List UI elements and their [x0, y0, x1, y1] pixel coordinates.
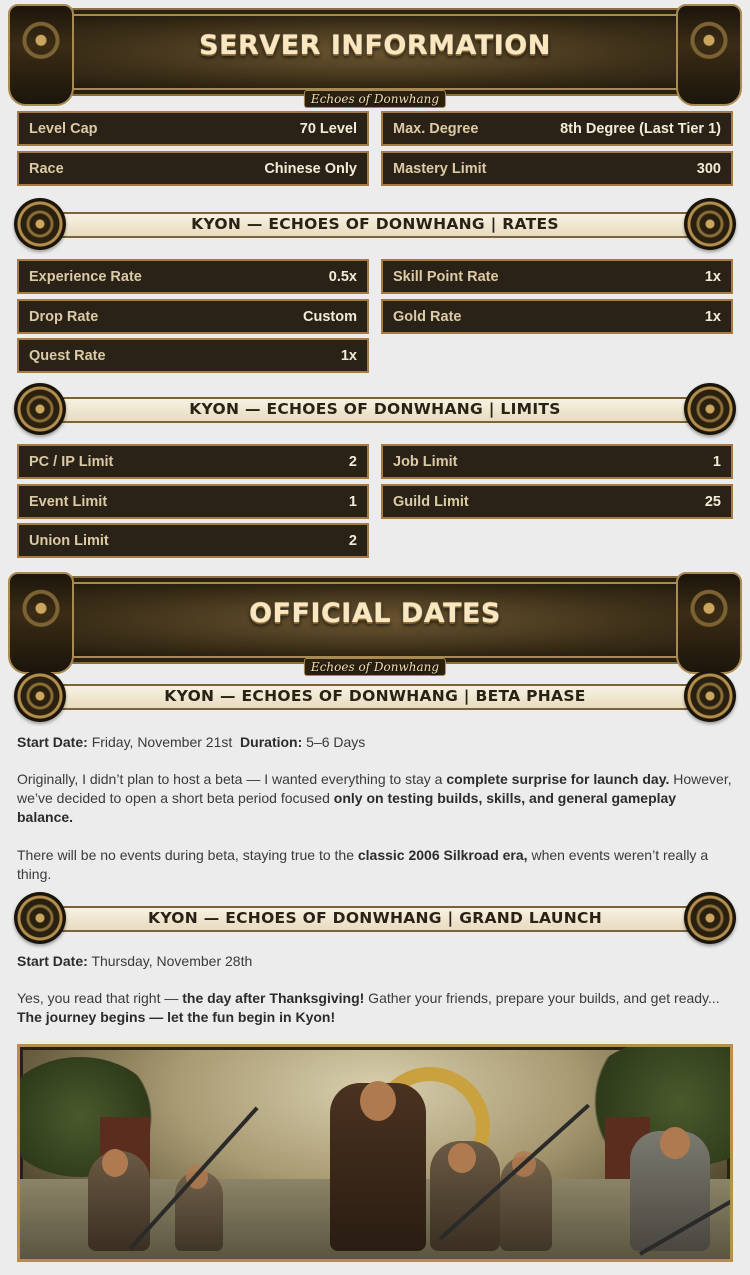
- stat-job-limit: [381, 444, 733, 479]
- stat-label: Event Limit: [29, 493, 108, 510]
- beta-paragraph-1: [17, 770, 733, 827]
- stat-label: Race: [29, 160, 64, 177]
- beta-paragraph-2: [17, 846, 733, 884]
- warrior-head: [102, 1149, 128, 1177]
- text-run: Yes, you read that right —: [17, 990, 183, 1006]
- banner-title: SERVER INFORMATION: [199, 30, 551, 61]
- text-run: However, we’ve decided to open a short beta period focused: [17, 771, 732, 806]
- warrior-head: [448, 1143, 476, 1173]
- stat-skill-point-rate: [381, 259, 733, 294]
- stat-value: Chinese Only: [264, 160, 357, 177]
- text-run: when events weren’t really a thing.: [17, 847, 709, 882]
- stat-experience-rate: [17, 259, 369, 294]
- stat-drop-rate: [17, 299, 369, 334]
- stat-guild-limit: [381, 484, 733, 519]
- warrior-head: [660, 1127, 690, 1159]
- stat-value: 2: [348, 453, 357, 470]
- start-date-value: Friday, November 21st: [91, 734, 233, 750]
- echoes-logo: Echoes of Donwhang: [304, 90, 446, 108]
- stat-label: Mastery Limit: [393, 160, 487, 177]
- section-title: KYON — ECHOES OF DONWHANG | BETA PHASE: [164, 687, 586, 705]
- section-title: KYON — ECHOES OF DONWHANG | GRAND LAUNCH: [148, 909, 602, 927]
- launch-paragraph: [17, 989, 733, 1027]
- stat-value: 1x: [704, 268, 721, 285]
- stat-gold-rate: [381, 299, 733, 334]
- stat-value: 1: [348, 493, 357, 510]
- stat-label: Union Limit: [29, 532, 109, 549]
- stat-union-limit: [17, 523, 369, 558]
- stat-value: 1x: [704, 308, 721, 325]
- stat-label: Drop Rate: [29, 308, 99, 325]
- warrior-head: [360, 1081, 396, 1121]
- stat-pc-ip-limit: [17, 444, 369, 479]
- stat-value: 25: [704, 493, 721, 510]
- stat-label: PC / IP Limit: [29, 453, 114, 470]
- stat-value: Custom: [303, 308, 357, 325]
- stat-value: 2: [348, 532, 357, 549]
- beta-section-header: [14, 670, 736, 722]
- stat-value: 300: [696, 160, 721, 177]
- section-title: KYON — ECHOES OF DONWHANG | RATES: [191, 215, 559, 233]
- stat-event-limit: [17, 484, 369, 519]
- stat-label: Job Limit: [393, 453, 458, 470]
- start-date-value: Thursday, November 28th: [91, 953, 253, 969]
- stat-label: Quest Rate: [29, 347, 106, 364]
- rates-section-header: [14, 198, 736, 250]
- duration-value: 5–6 Days: [306, 734, 366, 750]
- stat-value: 8th Degree (Last Tier 1): [560, 120, 721, 137]
- stat-label: Gold Rate: [393, 308, 462, 325]
- server-information-banner: [12, 8, 738, 106]
- stat-label: Skill Point Rate: [393, 268, 499, 285]
- text-run-bold: The journey begins — let the fun begin in Kyon!: [17, 1009, 336, 1025]
- stat-race: [17, 151, 369, 186]
- beta-start-line: [17, 733, 733, 752]
- stat-quest-rate: [17, 338, 369, 373]
- stat-label: Level Cap: [29, 120, 98, 137]
- stat-level-cap: [17, 111, 369, 146]
- stat-label: Max. Degree: [393, 120, 479, 137]
- launch-section-header: [14, 892, 736, 944]
- echoes-logo: Echoes of Donwhang: [304, 658, 446, 676]
- text-run: Originally, I didn’t plan to host a beta — I wanted everything to stay a: [17, 771, 447, 787]
- stat-value: 70 Level: [299, 120, 357, 137]
- stat-max-degree: [381, 111, 733, 146]
- warriors-scene-image: [17, 1044, 733, 1262]
- launch-start-line: [17, 952, 733, 971]
- stat-label: Experience Rate: [29, 268, 142, 285]
- banner-title: OFFICIAL DATES: [249, 598, 501, 629]
- text-run-bold: only on testing builds, skills, and general gameplay balance.: [17, 790, 677, 825]
- text-run: There will be no events during beta, staying true to the: [17, 847, 358, 863]
- duration-label: Duration:: [240, 734, 303, 750]
- text-run-bold: classic 2006 Silkroad era,: [357, 847, 528, 863]
- text-run-bold: complete surprise for launch day.: [446, 771, 670, 787]
- stat-value: 1: [712, 453, 721, 470]
- text-run: Gather your friends, prepare your builds, and get ready...: [364, 990, 720, 1006]
- official-dates-banner: [12, 576, 738, 674]
- text-run-bold: the day after Thanksgiving!: [182, 990, 365, 1006]
- stat-value: 0.5x: [328, 268, 357, 285]
- start-date-label: Start Date:: [17, 734, 88, 750]
- limits-section-header: [14, 383, 736, 435]
- stat-label: Guild Limit: [393, 493, 469, 510]
- section-title: KYON — ECHOES OF DONWHANG | LIMITS: [189, 400, 561, 418]
- stat-value: 1x: [340, 347, 357, 364]
- stat-mastery-limit: [381, 151, 733, 186]
- start-date-label: Start Date:: [17, 953, 88, 969]
